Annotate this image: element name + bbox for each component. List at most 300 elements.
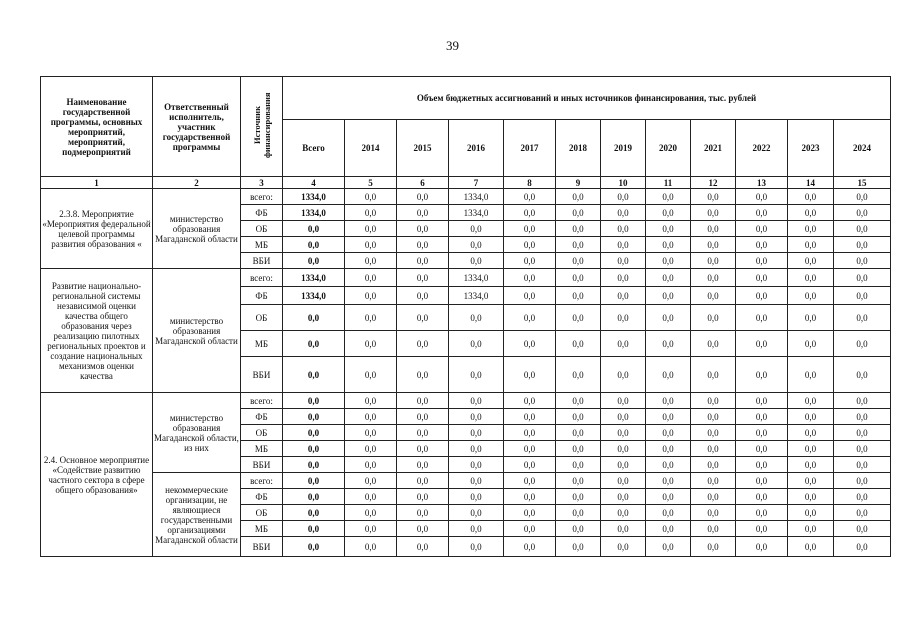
year-value: 0,0 <box>449 331 504 357</box>
year-value: 0,0 <box>834 537 891 557</box>
year-value: 0,0 <box>397 189 449 205</box>
responsible-executor: министерство образования Магаданской области <box>153 269 241 393</box>
year-value: 0,0 <box>736 237 788 253</box>
header-source-text: Источник финансирования <box>251 92 272 159</box>
page-number: 39 <box>446 38 459 53</box>
year-value: 0,0 <box>691 305 736 331</box>
header-year: 2024 <box>834 120 891 177</box>
year-value: 0,0 <box>834 205 891 221</box>
column-number: 8 <box>504 177 556 189</box>
year-value: 0,0 <box>556 425 601 441</box>
year-value: 0,0 <box>504 393 556 409</box>
year-value: 0,0 <box>601 521 646 537</box>
year-value: 0,0 <box>691 205 736 221</box>
table-row <box>41 473 891 489</box>
year-value: 0,0 <box>345 409 397 425</box>
measure-name: Развитие национально-региональной системы независимой оценки качества общего образования через реализацию пилотных региональных проектов и создание национальных механизмов оценки качества <box>41 269 153 393</box>
year-value: 0,0 <box>736 269 788 287</box>
year-value: 0,0 <box>691 221 736 237</box>
column-number: 9 <box>556 177 601 189</box>
year-value: 0,0 <box>601 287 646 305</box>
year-value: 0,0 <box>646 287 691 305</box>
year-value: 0,0 <box>736 287 788 305</box>
year-value: 0,0 <box>601 357 646 393</box>
funding-source: всего: <box>241 269 283 287</box>
year-value: 0,0 <box>788 269 834 287</box>
header-year: 2016 <box>449 120 504 177</box>
year-value: 0,0 <box>556 237 601 253</box>
year-value: 0,0 <box>345 521 397 537</box>
year-value: 0,0 <box>601 505 646 521</box>
year-value: 0,0 <box>834 305 891 331</box>
year-value: 0,0 <box>691 253 736 269</box>
year-value: 0,0 <box>449 457 504 473</box>
year-value: 0,0 <box>504 287 556 305</box>
year-value: 0,0 <box>556 287 601 305</box>
year-value: 0,0 <box>601 537 646 557</box>
year-value: 0,0 <box>646 331 691 357</box>
year-value: 0,0 <box>397 305 449 331</box>
year-value: 0,0 <box>556 331 601 357</box>
year-value: 0,0 <box>449 221 504 237</box>
header-year: 2020 <box>646 120 691 177</box>
year-value: 0,0 <box>788 253 834 269</box>
header-year: 2023 <box>788 120 834 177</box>
year-value: 0,0 <box>504 473 556 489</box>
year-value: 0,0 <box>345 331 397 357</box>
year-value: 0,0 <box>556 409 601 425</box>
year-value: 0,0 <box>601 189 646 205</box>
year-value: 0,0 <box>504 205 556 221</box>
year-value: 0,0 <box>691 489 736 505</box>
year-value: 0,0 <box>345 505 397 521</box>
year-value: 0,0 <box>834 441 891 457</box>
year-value: 0,0 <box>504 425 556 441</box>
year-value: 0,0 <box>834 457 891 473</box>
year-value: 0,0 <box>834 189 891 205</box>
year-value: 1334,0 <box>449 287 504 305</box>
column-number: 14 <box>788 177 834 189</box>
year-value: 0,0 <box>449 305 504 331</box>
year-value: 0,0 <box>736 505 788 521</box>
year-value: 0,0 <box>691 393 736 409</box>
year-value: 0,0 <box>504 409 556 425</box>
year-value: 0,0 <box>736 221 788 237</box>
year-value: 0,0 <box>691 237 736 253</box>
year-value: 0,0 <box>504 237 556 253</box>
year-value: 0,0 <box>556 357 601 393</box>
year-value: 0,0 <box>736 473 788 489</box>
year-value: 0,0 <box>834 221 891 237</box>
year-value: 0,0 <box>601 489 646 505</box>
year-value: 0,0 <box>397 489 449 505</box>
year-value: 0,0 <box>345 425 397 441</box>
total-value: 0,0 <box>283 253 345 269</box>
year-value: 0,0 <box>601 237 646 253</box>
year-value: 0,0 <box>691 189 736 205</box>
header-source <box>241 77 283 177</box>
header-year: 2021 <box>691 120 736 177</box>
header-year: 2017 <box>504 120 556 177</box>
year-value: 0,0 <box>397 393 449 409</box>
header-volume: Объем бюджетных ассигнований и иных источников финансирования, тыс. рублей <box>283 77 891 120</box>
year-value: 0,0 <box>397 441 449 457</box>
year-value: 0,0 <box>736 189 788 205</box>
column-number: 11 <box>646 177 691 189</box>
total-value: 0,0 <box>283 537 345 557</box>
header-year: 2022 <box>736 120 788 177</box>
total-value: 0,0 <box>283 425 345 441</box>
year-value: 0,0 <box>397 425 449 441</box>
year-value: 0,0 <box>646 189 691 205</box>
responsible-executor: министерство образования Магаданской области <box>153 189 241 269</box>
column-number: 5 <box>345 177 397 189</box>
year-value: 0,0 <box>646 473 691 489</box>
year-value: 0,0 <box>646 393 691 409</box>
year-value: 0,0 <box>788 441 834 457</box>
year-value: 0,0 <box>601 221 646 237</box>
year-value: 0,0 <box>397 505 449 521</box>
year-value: 0,0 <box>788 189 834 205</box>
year-value: 0,0 <box>504 189 556 205</box>
year-value: 0,0 <box>834 505 891 521</box>
year-value: 0,0 <box>788 489 834 505</box>
funding-source: ФБ <box>241 287 283 305</box>
year-value: 0,0 <box>556 253 601 269</box>
year-value: 1334,0 <box>449 189 504 205</box>
year-value: 0,0 <box>601 205 646 221</box>
funding-source: ОБ <box>241 425 283 441</box>
funding-source: МБ <box>241 521 283 537</box>
year-value: 0,0 <box>691 331 736 357</box>
year-value: 0,0 <box>691 357 736 393</box>
year-value: 0,0 <box>449 425 504 441</box>
year-value: 0,0 <box>601 457 646 473</box>
total-value: 1334,0 <box>283 269 345 287</box>
budget-table <box>40 76 891 557</box>
funding-source: всего: <box>241 473 283 489</box>
year-value: 0,0 <box>646 425 691 441</box>
column-number: 3 <box>241 177 283 189</box>
year-value: 0,0 <box>788 331 834 357</box>
header-year: 2014 <box>345 120 397 177</box>
year-value: 0,0 <box>736 393 788 409</box>
year-value: 0,0 <box>646 409 691 425</box>
year-value: 0,0 <box>397 221 449 237</box>
year-value: 0,0 <box>397 409 449 425</box>
year-value: 0,0 <box>601 269 646 287</box>
year-value: 0,0 <box>449 521 504 537</box>
year-value: 0,0 <box>601 409 646 425</box>
year-value: 0,0 <box>556 505 601 521</box>
year-value: 0,0 <box>601 393 646 409</box>
year-value: 0,0 <box>646 505 691 521</box>
table-row <box>41 269 891 287</box>
year-value: 0,0 <box>345 357 397 393</box>
year-value: 0,0 <box>834 287 891 305</box>
year-value: 0,0 <box>345 473 397 489</box>
funding-source: ОБ <box>241 505 283 521</box>
column-number: 1 <box>41 177 153 189</box>
funding-source: ВБИ <box>241 537 283 557</box>
column-number: 13 <box>736 177 788 189</box>
year-value: 0,0 <box>556 205 601 221</box>
year-value: 0,0 <box>788 521 834 537</box>
total-value: 0,0 <box>283 237 345 253</box>
year-value: 0,0 <box>646 205 691 221</box>
year-value: 0,0 <box>556 393 601 409</box>
total-value: 0,0 <box>283 505 345 521</box>
year-value: 0,0 <box>788 221 834 237</box>
responsible-executor: министерство образования Магаданской области, из них <box>153 393 241 473</box>
year-value: 0,0 <box>646 237 691 253</box>
year-value: 0,0 <box>736 253 788 269</box>
year-value: 0,0 <box>691 473 736 489</box>
year-value: 0,0 <box>449 409 504 425</box>
year-value: 0,0 <box>449 237 504 253</box>
year-value: 0,0 <box>601 305 646 331</box>
year-value: 0,0 <box>834 473 891 489</box>
year-value: 0,0 <box>504 537 556 557</box>
year-value: 0,0 <box>691 537 736 557</box>
year-value: 0,0 <box>345 237 397 253</box>
year-value: 0,0 <box>788 305 834 331</box>
column-number: 12 <box>691 177 736 189</box>
year-value: 1334,0 <box>449 269 504 287</box>
total-value: 0,0 <box>283 489 345 505</box>
year-value: 0,0 <box>345 189 397 205</box>
year-value: 0,0 <box>646 221 691 237</box>
year-value: 0,0 <box>345 287 397 305</box>
year-value: 0,0 <box>601 253 646 269</box>
year-value: 0,0 <box>736 457 788 473</box>
year-value: 0,0 <box>345 269 397 287</box>
year-value: 0,0 <box>834 331 891 357</box>
year-value: 0,0 <box>834 237 891 253</box>
total-value: 0,0 <box>283 521 345 537</box>
total-value: 0,0 <box>283 221 345 237</box>
year-value: 0,0 <box>504 505 556 521</box>
year-value: 0,0 <box>646 305 691 331</box>
year-value: 0,0 <box>449 489 504 505</box>
year-value: 0,0 <box>397 473 449 489</box>
header-total: Всего <box>283 120 345 177</box>
year-value: 0,0 <box>691 521 736 537</box>
funding-source: ФБ <box>241 205 283 221</box>
year-value: 0,0 <box>449 505 504 521</box>
year-value: 0,0 <box>834 425 891 441</box>
year-value: 0,0 <box>834 393 891 409</box>
year-value: 0,0 <box>646 489 691 505</box>
year-value: 0,0 <box>788 505 834 521</box>
year-value: 0,0 <box>345 537 397 557</box>
funding-source: ОБ <box>241 305 283 331</box>
responsible-executor: некоммерческие организации, не являющиеся государственными организациями Магаданской области <box>153 473 241 557</box>
year-value: 0,0 <box>691 287 736 305</box>
year-value: 0,0 <box>449 393 504 409</box>
funding-source: ФБ <box>241 489 283 505</box>
funding-source: ВБИ <box>241 253 283 269</box>
header-responsible: Ответственный исполнитель, участник государственной программы <box>153 77 241 177</box>
measure-name: 2.4. Основное мероприятие «Содействие развитию частного сектора в сфере общего образования» <box>41 393 153 557</box>
year-value: 0,0 <box>834 357 891 393</box>
year-value: 0,0 <box>736 489 788 505</box>
funding-source: ВБИ <box>241 457 283 473</box>
year-value: 0,0 <box>736 305 788 331</box>
total-value: 1334,0 <box>283 287 345 305</box>
column-number: 2 <box>153 177 241 189</box>
year-value: 0,0 <box>504 331 556 357</box>
year-value: 0,0 <box>646 537 691 557</box>
funding-source: всего: <box>241 393 283 409</box>
year-value: 0,0 <box>788 473 834 489</box>
year-value: 0,0 <box>646 253 691 269</box>
year-value: 0,0 <box>397 537 449 557</box>
year-value: 0,0 <box>345 489 397 505</box>
funding-source: всего: <box>241 189 283 205</box>
year-value: 0,0 <box>556 473 601 489</box>
year-value: 0,0 <box>504 357 556 393</box>
year-value: 0,0 <box>556 457 601 473</box>
year-value: 0,0 <box>788 409 834 425</box>
year-value: 0,0 <box>788 357 834 393</box>
year-value: 0,0 <box>449 473 504 489</box>
header-name: Наименование государственной программы, основных мероприятий, мероприятий, подмероприятий <box>41 77 153 177</box>
funding-source: ФБ <box>241 409 283 425</box>
year-value: 0,0 <box>736 409 788 425</box>
year-value: 0,0 <box>736 357 788 393</box>
year-value: 0,0 <box>397 287 449 305</box>
year-value: 0,0 <box>736 331 788 357</box>
year-value: 0,0 <box>834 489 891 505</box>
year-value: 0,0 <box>788 237 834 253</box>
year-value: 0,0 <box>556 221 601 237</box>
total-value: 0,0 <box>283 441 345 457</box>
year-value: 0,0 <box>345 305 397 331</box>
year-value: 0,0 <box>788 457 834 473</box>
column-number: 4 <box>283 177 345 189</box>
year-value: 0,0 <box>504 489 556 505</box>
year-value: 0,0 <box>691 409 736 425</box>
column-number: 6 <box>397 177 449 189</box>
year-value: 0,0 <box>397 521 449 537</box>
year-value: 0,0 <box>556 521 601 537</box>
funding-source: МБ <box>241 441 283 457</box>
year-value: 0,0 <box>736 441 788 457</box>
year-value: 0,0 <box>691 457 736 473</box>
total-value: 0,0 <box>283 331 345 357</box>
year-value: 0,0 <box>646 457 691 473</box>
year-value: 0,0 <box>556 441 601 457</box>
year-value: 0,0 <box>449 357 504 393</box>
year-value: 0,0 <box>601 473 646 489</box>
column-number: 7 <box>449 177 504 189</box>
year-value: 0,0 <box>736 425 788 441</box>
year-value: 0,0 <box>691 505 736 521</box>
year-value: 0,0 <box>504 305 556 331</box>
column-number: 10 <box>601 177 646 189</box>
total-value: 0,0 <box>283 305 345 331</box>
funding-source: МБ <box>241 237 283 253</box>
total-value: 1334,0 <box>283 205 345 221</box>
year-value: 0,0 <box>646 269 691 287</box>
year-value: 0,0 <box>788 537 834 557</box>
year-value: 0,0 <box>691 269 736 287</box>
year-value: 0,0 <box>556 489 601 505</box>
year-value: 0,0 <box>556 305 601 331</box>
total-value: 0,0 <box>283 473 345 489</box>
total-value: 0,0 <box>283 409 345 425</box>
year-value: 0,0 <box>556 189 601 205</box>
year-value: 0,0 <box>345 221 397 237</box>
year-value: 0,0 <box>691 425 736 441</box>
funding-source: ОБ <box>241 221 283 237</box>
year-value: 0,0 <box>646 441 691 457</box>
year-value: 0,0 <box>834 269 891 287</box>
year-value: 0,0 <box>788 205 834 221</box>
year-value: 0,0 <box>556 537 601 557</box>
year-value: 0,0 <box>646 521 691 537</box>
header-year: 2018 <box>556 120 601 177</box>
year-value: 0,0 <box>504 269 556 287</box>
year-value: 0,0 <box>449 537 504 557</box>
header-year: 2015 <box>397 120 449 177</box>
year-value: 0,0 <box>504 253 556 269</box>
year-value: 0,0 <box>504 441 556 457</box>
year-value: 0,0 <box>646 357 691 393</box>
year-value: 0,0 <box>397 205 449 221</box>
year-value: 0,0 <box>345 457 397 473</box>
year-value: 0,0 <box>556 269 601 287</box>
year-value: 0,0 <box>834 409 891 425</box>
year-value: 0,0 <box>736 205 788 221</box>
table-row <box>41 393 891 409</box>
year-value: 0,0 <box>397 457 449 473</box>
year-value: 0,0 <box>397 331 449 357</box>
year-value: 0,0 <box>736 521 788 537</box>
year-value: 0,0 <box>736 537 788 557</box>
year-value: 0,0 <box>345 205 397 221</box>
year-value: 0,0 <box>601 425 646 441</box>
header-year: 2019 <box>601 120 646 177</box>
year-value: 0,0 <box>504 457 556 473</box>
year-value: 0,0 <box>397 253 449 269</box>
total-value: 1334,0 <box>283 189 345 205</box>
year-value: 0,0 <box>449 253 504 269</box>
measure-name: 2.3.8. Мероприятие «Мероприятия федеральной целевой программы развития образования « <box>41 189 153 269</box>
year-value: 0,0 <box>834 253 891 269</box>
year-value: 0,0 <box>345 393 397 409</box>
year-value: 0,0 <box>397 357 449 393</box>
year-value: 0,0 <box>788 287 834 305</box>
total-value: 0,0 <box>283 393 345 409</box>
funding-source: МБ <box>241 331 283 357</box>
year-value: 0,0 <box>345 441 397 457</box>
year-value: 0,0 <box>504 221 556 237</box>
year-value: 0,0 <box>834 521 891 537</box>
year-value: 0,0 <box>504 521 556 537</box>
year-value: 0,0 <box>691 441 736 457</box>
year-value: 0,0 <box>788 425 834 441</box>
year-value: 1334,0 <box>449 205 504 221</box>
year-value: 0,0 <box>601 331 646 357</box>
total-value: 0,0 <box>283 457 345 473</box>
year-value: 0,0 <box>788 393 834 409</box>
column-number: 15 <box>834 177 891 189</box>
year-value: 0,0 <box>345 253 397 269</box>
year-value: 0,0 <box>601 441 646 457</box>
year-value: 0,0 <box>397 269 449 287</box>
